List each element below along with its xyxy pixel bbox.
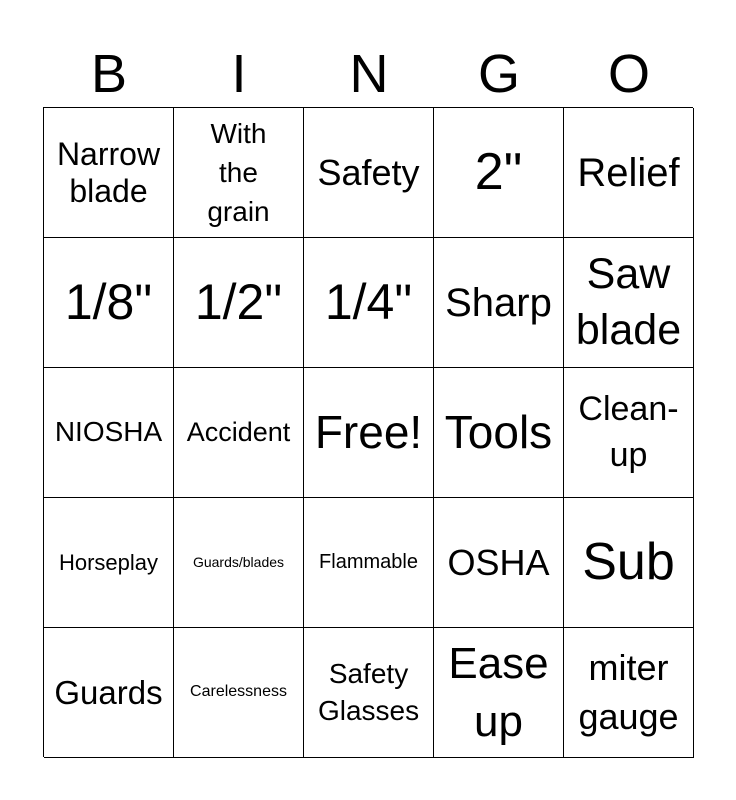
bingo-cell: 1/2" — [174, 238, 304, 368]
bingo-cell: With the grain — [174, 108, 304, 238]
bingo-cell: Accident — [174, 368, 304, 498]
header-letter-b: B — [90, 44, 128, 104]
bingo-cell: Free! — [304, 368, 434, 498]
header-letter-g: G — [477, 44, 520, 104]
bingo-cell: miter gauge — [564, 628, 694, 758]
bingo-cell: Ease up — [434, 628, 564, 758]
bingo-cell: Horseplay — [44, 498, 174, 628]
bingo-cell: Safety Glasses — [304, 628, 434, 758]
bingo-cell: Safety — [304, 108, 434, 238]
bingo-header — [44, 40, 694, 108]
bingo-cell: Guards/blades — [174, 498, 304, 628]
header-letter-n: N — [349, 44, 389, 104]
bingo-cell: Relief — [564, 108, 694, 238]
bingo-cell: Tools — [434, 368, 564, 498]
bingo-cell: Narrow blade — [44, 108, 174, 238]
bingo-cell: NIOSHA — [44, 368, 174, 498]
bingo-cell: 1/8" — [44, 238, 174, 368]
bingo-cell: 2" — [434, 108, 564, 238]
bingo-cell: Sharp — [434, 238, 564, 368]
bingo-grid — [43, 107, 693, 757]
header-letter-o: O — [607, 44, 650, 104]
bingo-cell: Clean-up — [564, 368, 694, 498]
bingo-cell: OSHA — [434, 498, 564, 628]
header-letter-i: I — [231, 44, 247, 104]
bingo-cell: Guards — [44, 628, 174, 758]
bingo-cell: Carelessness — [174, 628, 304, 758]
bingo-cell: Saw blade — [564, 238, 694, 368]
bingo-cell: 1/4" — [304, 238, 434, 368]
bingo-cell: Sub — [564, 498, 694, 628]
bingo-cell: Flammable — [304, 498, 434, 628]
